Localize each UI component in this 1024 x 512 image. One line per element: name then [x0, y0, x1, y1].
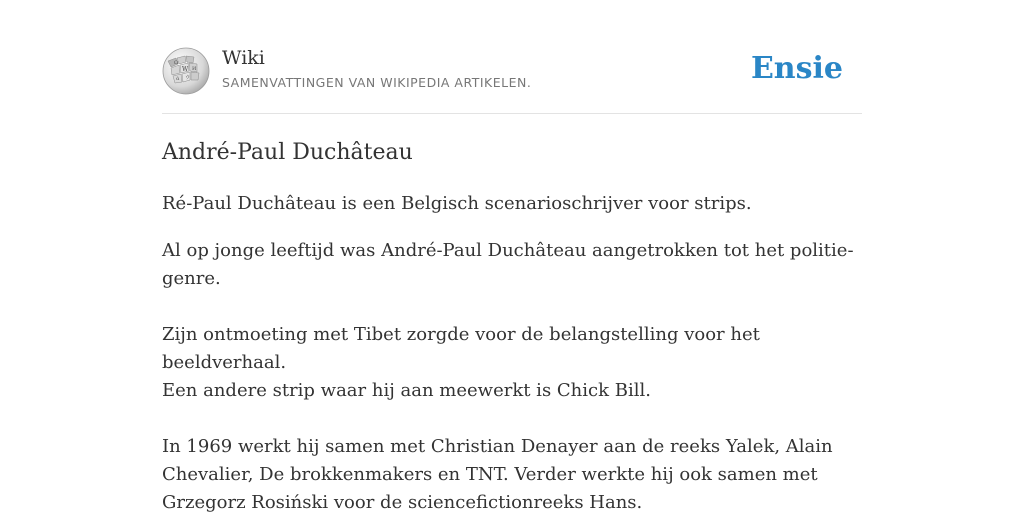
svg-text:И: И: [192, 66, 197, 72]
svg-text:ウ: ウ: [185, 75, 191, 81]
content-container: [162, 0, 862, 512]
svg-text:Ω: Ω: [174, 60, 179, 66]
svg-text:ά: ά: [176, 76, 180, 82]
site-tagline: SAMENVATTINGEN VAN WIKIPEDIA ARTIKELEN.: [222, 75, 532, 90]
brand-logo[interactable]: Ensie: [750, 51, 843, 86]
article-paragraph: In 1969 werkt hij samen met Christian Denayer aan de reeks Yalek, Alain Chevalier, De brokkenmakers en TNT. Verder werkte hij ook samen met Grzegorz Rosiński voor de sciencefictionreeks Hans.: [162, 436, 833, 512]
article-paragraph: Zijn ontmoeting met Tibet zorgde voor de belangstelling voor het beeldverhaal.: [162, 324, 760, 373]
wikipedia-globe-icon[interactable]: [162, 47, 210, 95]
article-paragraph: Ré-Paul Duchâteau is een Belgisch scenarioschrijver voor strips.: [162, 193, 752, 214]
page-title: André-Paul Duchâteau: [162, 140, 413, 165]
article-paragraph: Al op jonge leeftijd was André-Paul Duchâteau aangetrokken tot het politie-genre.: [162, 240, 854, 289]
site-name[interactable]: Wiki: [222, 47, 265, 69]
article-paragraph: Een andere strip waar hij aan meewerkt is Chick Bill.: [162, 380, 651, 401]
site-header: [162, 0, 862, 114]
svg-text:W: W: [182, 66, 189, 73]
